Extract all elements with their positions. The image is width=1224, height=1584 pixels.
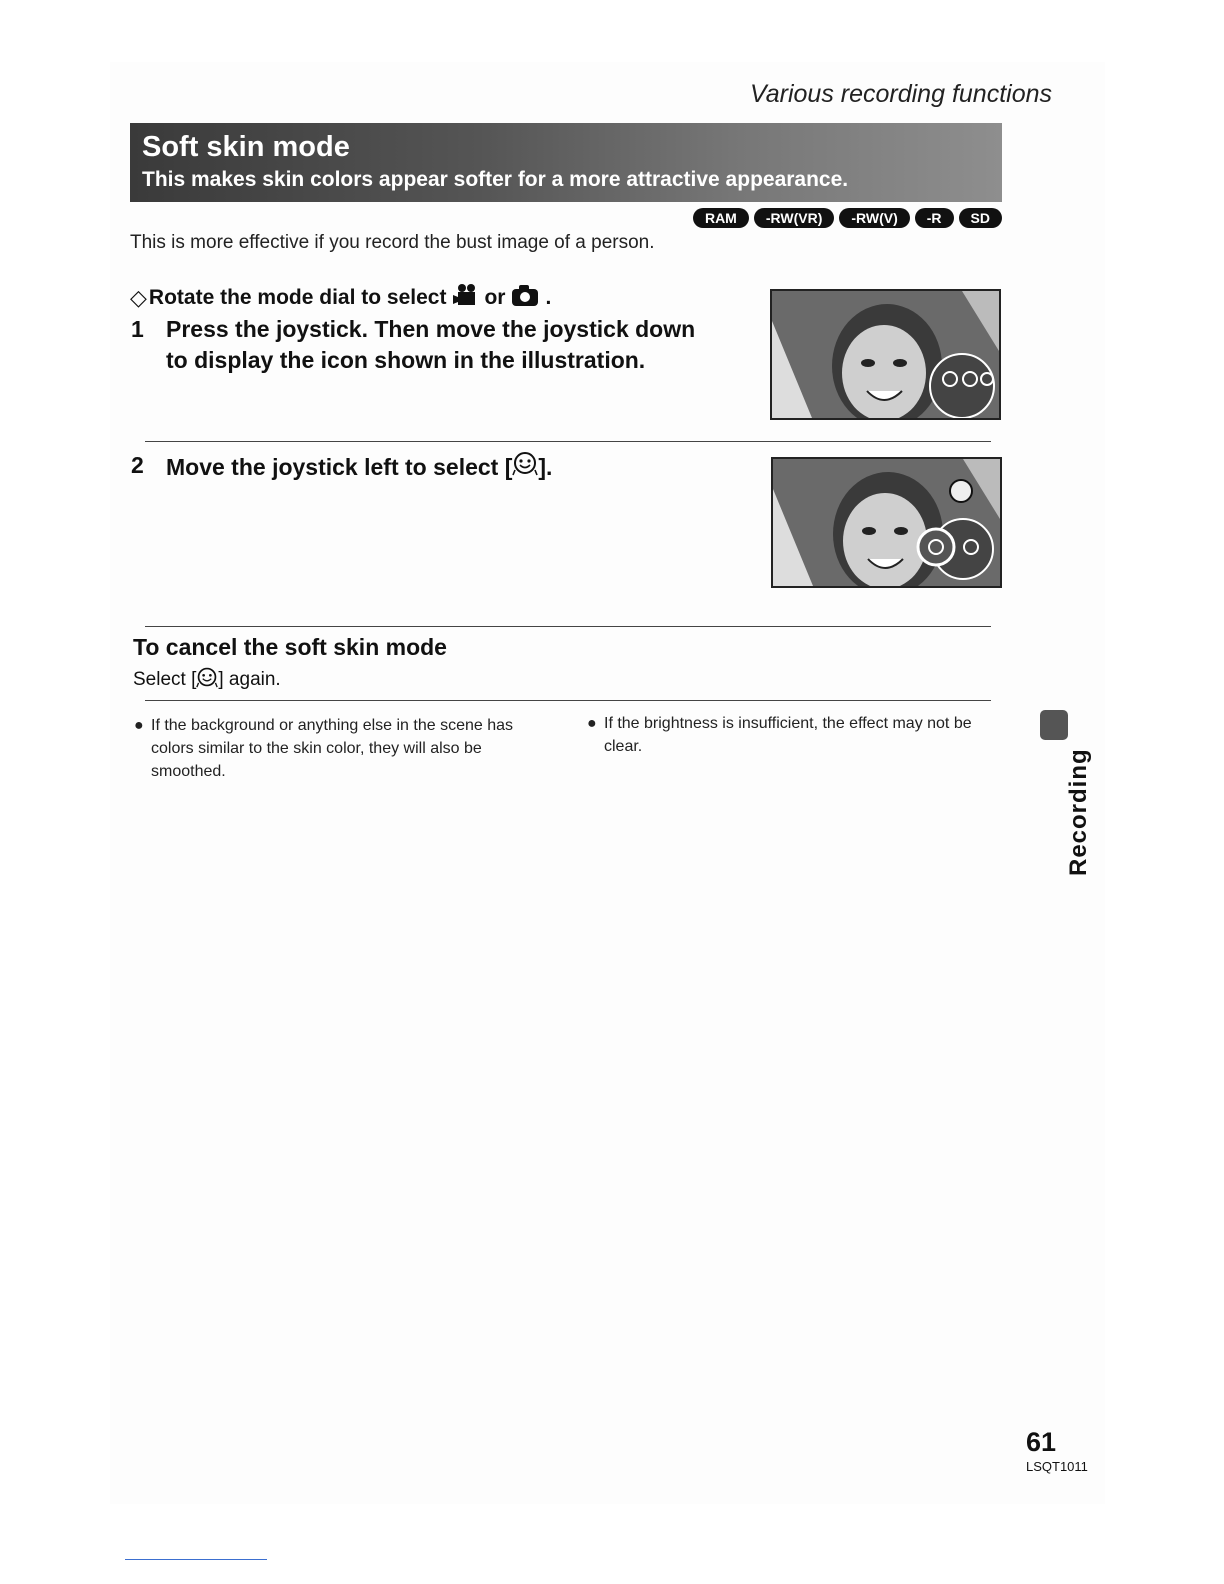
section-subtitle: This makes skin colors appear softer for a more attractive appearance. — [142, 168, 849, 191]
media-badge: -RW(VR) — [754, 208, 835, 228]
bullet-icon: ● — [134, 717, 144, 734]
step-number: 1 — [131, 316, 144, 342]
cancel-instruction — [133, 666, 281, 694]
step-2-text — [166, 450, 552, 484]
page-number: 61 — [1026, 1427, 1057, 1457]
divider — [145, 441, 991, 442]
soft-skin-icon — [196, 666, 218, 694]
precondition-or: or — [484, 286, 506, 309]
soft-skin-icon — [512, 450, 538, 484]
precondition-text: Rotate the mode dial to select — [148, 286, 447, 309]
note-item — [587, 712, 1017, 760]
step-2 — [131, 450, 751, 482]
note-line: colors similar to the skin color, they will also be — [151, 740, 482, 757]
document-code: LSQT1011 — [1026, 1459, 1088, 1474]
section-title: Soft skin mode — [142, 131, 350, 163]
cancel-after: ] again. — [218, 669, 281, 690]
step-1-line-2: to display the icon shown in the illustration. — [166, 347, 646, 373]
precondition-end: . — [545, 286, 552, 309]
media-badge: -RW(V) — [839, 208, 909, 228]
media-badge: -R — [915, 208, 954, 228]
illustration-step-1 — [770, 289, 1001, 420]
running-header: Various recording functions — [749, 80, 1052, 108]
divider — [145, 700, 991, 701]
note-item — [134, 714, 564, 786]
step-2-text-after: ]. — [538, 453, 553, 480]
divider — [145, 626, 991, 627]
media-badge: RAM — [693, 208, 749, 228]
step-1-line-1: Press the joystick. Then move the joystick down — [166, 316, 696, 342]
step-number: 2 — [131, 452, 144, 478]
cancel-before: Select [ — [133, 669, 197, 690]
media-badges — [693, 208, 1002, 228]
illustration-step-2 — [771, 457, 1002, 588]
note-line: clear. — [604, 738, 643, 755]
media-badge: SD — [959, 208, 1002, 228]
note-line: If the brightness is insufficient, the effect may not be — [604, 715, 972, 732]
section-banner — [130, 123, 1002, 202]
diamond-icon: ◇ — [130, 285, 147, 310]
bullet-icon: ● — [587, 715, 597, 732]
cancel-heading: To cancel the soft skin mode — [133, 634, 447, 660]
chapter-tab-label: Recording — [1065, 748, 1092, 876]
precondition-line — [130, 283, 551, 313]
still-picture-mode-icon — [511, 283, 539, 313]
chapter-tab-marker — [1040, 710, 1068, 740]
note-line: If the background or anything else in the scene has — [151, 717, 514, 734]
bottom-rule — [125, 1559, 267, 1560]
step-1 — [131, 314, 751, 380]
motion-picture-mode-icon — [452, 283, 478, 313]
intro-text: This is more effective if you record the bust image of a person. — [130, 232, 655, 253]
step-2-text-before: Move the joystick left to select [ — [166, 453, 513, 480]
note-line: smoothed. — [151, 763, 226, 780]
